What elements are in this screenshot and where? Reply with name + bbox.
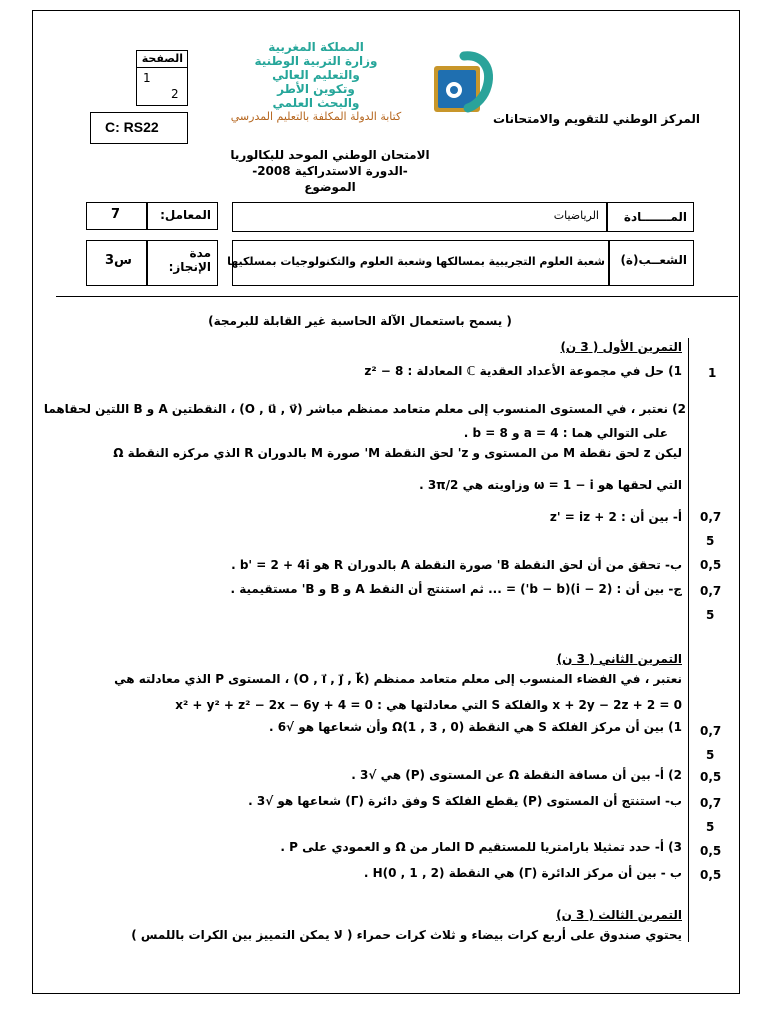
calculator-note: ( يسمح باستعمال الآلة الحاسبة غير القابلة للبرمجة) [208,314,512,328]
ministry-line1: المملكة المغربية [268,40,364,54]
ex1-qc: ج- بين أن : (2 − i)(b − b') = ... ثم استنتج أن النقط A و B و B' مستقيمية . [230,582,682,596]
coef-label: المعامل: [160,208,211,222]
ex3-intro: يحتوي صندوق على أربع كرات بيضاء و ثلاث كرات حمراء ( لا يمكن التمييز بين الكرات باللمس ) [131,928,682,942]
ex2-q3b: ب - بين أن مركز الدائرة (Γ) هي النقطة H(0 , 1 , 2) . [363,866,682,880]
header-divider [56,296,738,297]
exam-code-box [90,112,188,144]
ex1-q2-line4: التي لحقها هو ω = 1 − i وزاويته هي 3π/2 . [419,478,682,492]
ex1-mark-c: 0,7 [700,584,722,598]
branch-value: شعبة العلوم التجريبية بمسالكها وشعبة العلوم والتكنولوجيات بمسلكيها [227,255,605,268]
ex1-qa: أ- بين أن : z' = iz + 2 [549,510,682,524]
ex1-q2-line1: 2) نعتبر ، في المستوى المنسوب إلى معلم متعامد ممنظم مباشر (O , u⃗ , v⃗) ، النقطتين A و B اللتين لحقاهما [43,402,686,416]
ex1-q1: 1) حل في مجموعة الأعداد العقدية ℂ المعادلة : z² − 8 [364,364,682,378]
page-number-box [136,50,188,106]
ex1-mark-a2: 5 [706,534,715,548]
ex2-mark-1b: 5 [706,748,715,762]
page-total: 2 [171,87,179,101]
subject-value: الرياضيات [553,209,599,222]
ex2-mark-3a: 0,5 [700,844,722,858]
ex1-mark-a: 0,7 [700,510,722,524]
duration-label: مدة الإنجاز: [168,246,211,274]
ex1-qb: ب- تحقق من أن لحق النقطة B' صورة النقطة A بالدوران R هو b' = 2 + 4i . [231,558,682,572]
ex1-q2-line3: ليكن z لحق نقطة M من المستوى و z' لحق النقطة M' صورة M بالدوران R الذي مركزه النقطة Ω [113,446,682,460]
margin-divider [688,338,689,942]
page-label: الصفحة [141,52,183,65]
ex1-mark-c2: 5 [706,608,715,622]
subject-box [232,202,608,232]
ex1-title [560,340,682,354]
ex1-points: ( 3 ن) [560,340,599,354]
duration-value-box [86,240,148,286]
exam-subject-label: الموضوع [304,180,356,194]
ex2-title-text: التمرين الثاني [598,652,682,666]
exam-session: -الدورة الاستدراكية 2008- [252,164,408,178]
ex2-q1: 1) بين أن مركز الفلكة S هي النقطة Ω(1 , 3 , 0) وأن شعاعها هو √6 . [268,720,682,734]
ex2-q2b: ب- استنتج أن المستوى (P) يقطع الفلكة S وفق دائرة (Γ) شعاعها هو √3 . [248,794,682,808]
ex2-mark-2a: 0,5 [700,770,722,784]
exam-code: C: RS22 [105,119,159,135]
ex2-points: ( 3 ن) [556,652,595,666]
ex2-q3a: 3) أ- حدد تمثيلا بارامتريا للمستقيم D المار من Ω و العمودي على P . [280,840,682,854]
subject-label: المـــــــادة [623,210,687,224]
ministry-block [216,40,416,123]
duration-label-box [146,240,218,286]
ex2-mark-2b2: 5 [706,820,715,834]
ex2-mark-2b: 0,7 [700,796,722,810]
ex3-title [556,908,682,922]
ex2-mark-3b: 0,5 [700,868,722,882]
ex2-q2a: 2) أ- بين أن مسافة النقطة Ω عن المستوى (P) هي √3 . [351,768,682,782]
branch-label: الشعــب(ة) [620,253,687,267]
ex2-intro2: x + 2y − 2z + 2 = 0 والفلكة S التي معادلتها هي : x² + y² + z² − 2x − 6y + 4 = 0 [175,698,682,712]
duration-value: 3س [105,253,132,268]
ex3-title-text: التمرين الثالث [598,908,682,922]
ex3-points: ( 3 ن) [556,908,595,922]
branch-box [227,240,610,286]
ministry-line5: والبحث العلمي [272,96,360,110]
ex1-q1-mark: 1 [708,366,717,380]
subject-label-box [606,202,694,232]
ministry-line3: والتعليم العالي [272,68,360,82]
ex1-title-text: التمرين الأول [602,340,682,354]
ministry-logo-icon [424,48,500,120]
ministry-line4: وتكوين الأطر [277,82,355,96]
ministry-line2: وزارة التربية الوطنية [254,54,378,68]
ex1-q2-line2: على التوالي هما : a = 4 و b = 8 . [463,426,668,440]
coef-value: 7 [111,207,121,222]
ministry-line6: كتابة الدولة المكلفة بالتعليم المدرسي [230,110,402,123]
branch-label-box [608,240,694,286]
exam-title: الامتحان الوطني الموحد للبكالوريا [230,148,430,162]
ex1-mark-b: 0,5 [700,558,722,572]
center-name: المركز الوطني للتقويم والامتحانات [492,112,700,126]
ex2-intro1: نعتبر ، في الفضاء المنسوب إلى معلم متعامد ممنظم (O , i⃗ , j⃗ , k⃗) ، المستوى P الذي معادلته هي [114,672,682,686]
page-box-divider [137,67,187,68]
page-number: 1 [143,71,151,85]
ex2-mark-1: 0,7 [700,724,722,738]
ex2-title [557,652,682,666]
coef-value-box [86,202,148,230]
coef-label-box [146,202,218,230]
